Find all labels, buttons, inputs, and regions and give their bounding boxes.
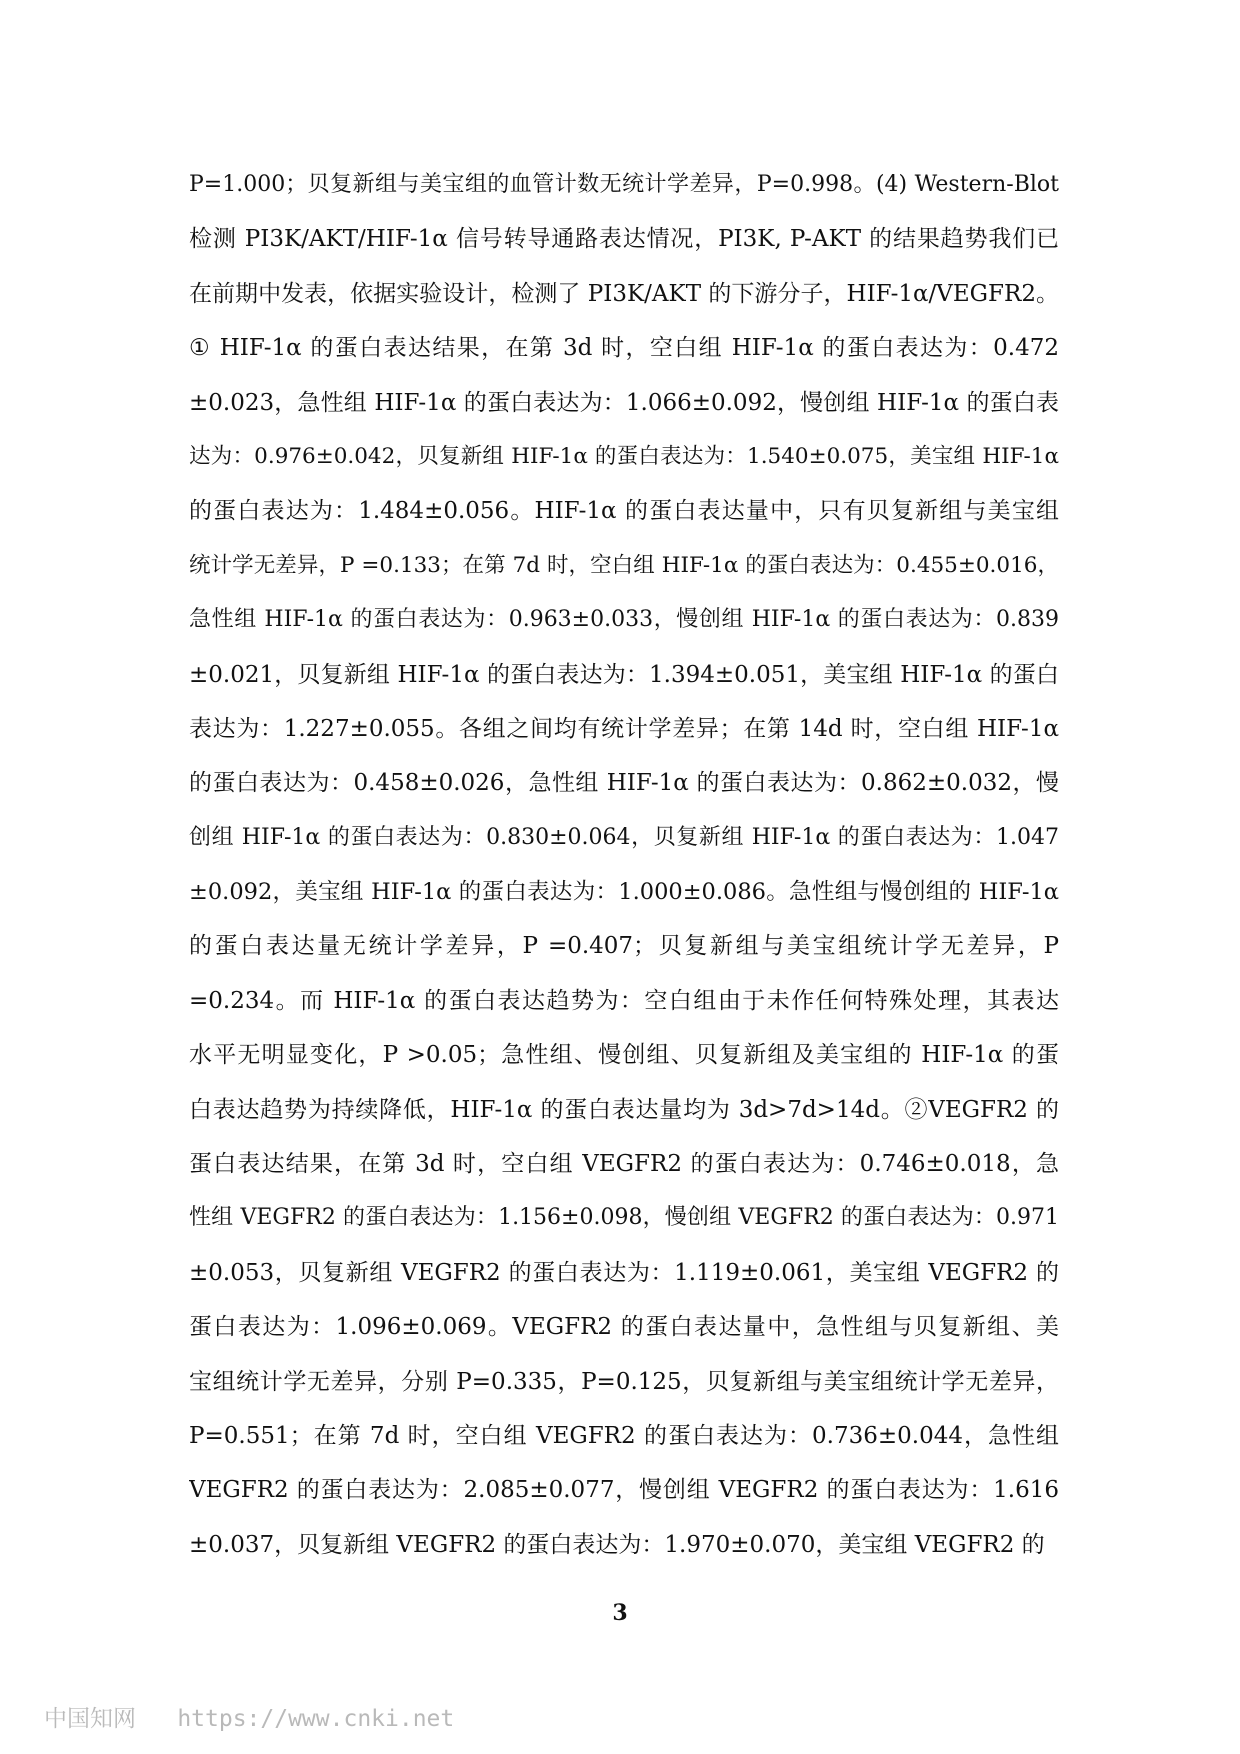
text-line: 白表达趋势为持续降低，HIF-1α 的蛋白表达量均为 3d>7d>14d。②VEGFR2 的 bbox=[189, 1096, 1059, 1123]
text-line: 的蛋白表达为：1.484±0.056。HIF-1α 的蛋白表达量中，只有贝复新组与美宝组 bbox=[189, 498, 1059, 525]
text-line: ±0.037，贝复新组 VEGFR2 的蛋白表达为：1.970±0.070，美宝组 VEGFR2 的 bbox=[189, 1531, 1045, 1558]
text-line: ±0.092，美宝组 HIF-1α 的蛋白表达为：1.000±0.086。急性组与慢创组的 HIF-1α bbox=[189, 879, 1059, 906]
text-line: 表达为：1.227±0.055。各组之间均有统计学差异；在第 14d 时，空白组 HIF-1α bbox=[189, 715, 1059, 742]
text-line: ±0.023，急性组 HIF-1α 的蛋白表达为：1.066±0.092，慢创组 HIF-1α 的蛋白表 bbox=[189, 389, 1059, 416]
text-line: ① HIF-1α 的蛋白表达结果，在第 3d 时，空白组 HIF-1α 的蛋白表达为：0.472 bbox=[189, 335, 1059, 362]
text-line: 蛋白表达结果，在第 3d 时，空白组 VEGFR2 的蛋白表达为：0.746±0.018，急 bbox=[189, 1151, 1059, 1178]
text-line: 统计学无差异，P =0.133；在第 7d 时，空白组 HIF-1α 的蛋白表达为：0.455±0.016， bbox=[189, 552, 1059, 578]
text-line: 创组 HIF-1α 的蛋白表达为：0.830±0.064，贝复新组 HIF-1α 的蛋白表达为：1.047 bbox=[189, 824, 1059, 850]
text-line: 性组 VEGFR2 的蛋白表达为：1.156±0.098，慢创组 VEGFR2 的蛋白表达为：0.971 bbox=[189, 1205, 1059, 1231]
text-line: 水平无明显变化，P >0.05；急性组、慢创组、贝复新组及美宝组的 HIF-1α 的蛋 bbox=[189, 1042, 1059, 1069]
text-line: P=0.551；在第 7d 时，空白组 VEGFR2 的蛋白表达为：0.736±0.044，急性组 bbox=[189, 1422, 1059, 1449]
text-line: 检测 PI3K/AKT/HIF-1α 信号转导通路表达情况，PI3K, P-AKT 的结果趋势我们已 bbox=[189, 226, 1059, 253]
text-line: P=1.000；贝复新组与美宝组的血管计数无统计学差异，P=0.998。(4) Western-Blot bbox=[189, 172, 1059, 197]
page-number: 3 bbox=[612, 1600, 628, 1626]
text-line: 在前期中发表，依据实验设计，检测了 PI3K/AKT 的下游分子，HIF-1α/VEGFR2。 bbox=[189, 280, 1059, 307]
text-line: ±0.053，贝复新组 VEGFR2 的蛋白表达为：1.119±0.061，美宝组 VEGFR2 的 bbox=[189, 1259, 1059, 1286]
text-line: VEGFR2 的蛋白表达为：2.085±0.077，慢创组 VEGFR2 的蛋白表达为：1.616 bbox=[189, 1477, 1059, 1504]
body-text bbox=[189, 158, 1059, 1572]
cnki-watermark bbox=[44, 1700, 454, 1733]
text-line: =0.234。而 HIF-1α 的蛋白表达趋势为：空白组由于未作任何特殊处理，其表达 bbox=[189, 987, 1059, 1014]
text-line: 急性组 HIF-1α 的蛋白表达为：0.963±0.033，慢创组 HIF-1α 的蛋白表达为：0.839 bbox=[189, 607, 1059, 633]
text-line: 宝组统计学无差异，分别 P=0.335，P=0.125，贝复新组与美宝组统计学无差异， bbox=[189, 1368, 1059, 1395]
text-line: ±0.021，贝复新组 HIF-1α 的蛋白表达为：1.394±0.051，美宝组 HIF-1α 的蛋白 bbox=[189, 661, 1059, 688]
text-line: 的蛋白表达为：0.458±0.026，急性组 HIF-1α 的蛋白表达为：0.862±0.032，慢 bbox=[189, 770, 1059, 797]
text-line: 达为：0.976±0.042，贝复新组 HIF-1α 的蛋白表达为：1.540±0.075，美宝组 HIF-1α bbox=[189, 443, 1059, 469]
watermark-brand: 中国知网 bbox=[44, 1706, 136, 1732]
watermark-url: https://www.cnki.net bbox=[177, 1706, 455, 1732]
text-line: 的蛋白表达量无统计学差异，P =0.407；贝复新组与美宝组统计学无差异，P bbox=[189, 933, 1059, 960]
text-line: 蛋白表达为：1.096±0.069。VEGFR2 的蛋白表达量中，急性组与贝复新组、美 bbox=[189, 1314, 1059, 1341]
